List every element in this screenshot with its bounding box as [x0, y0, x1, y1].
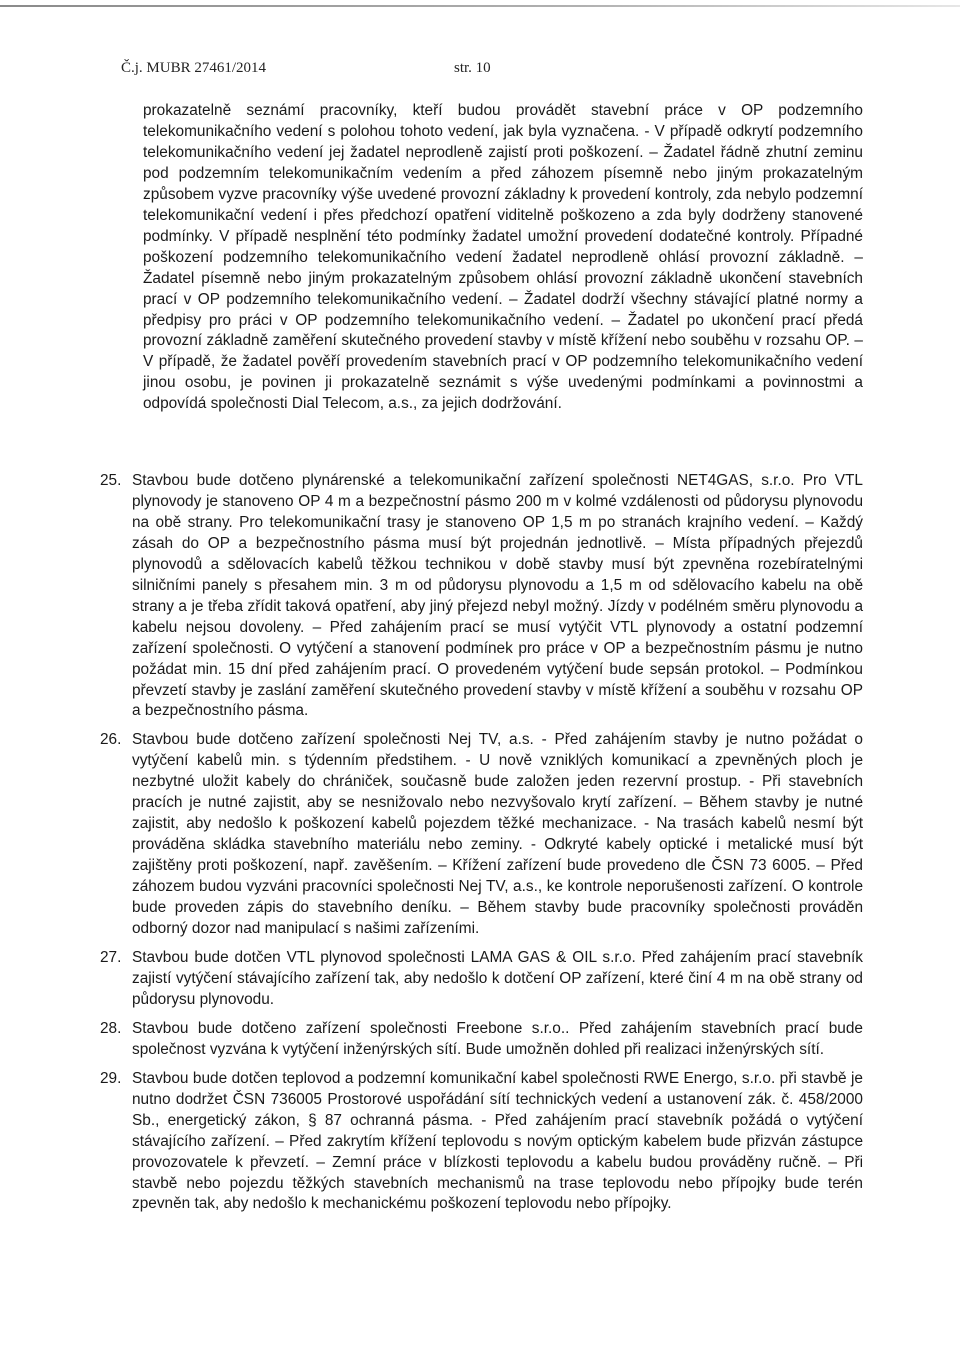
- item-text: Stavbou bude dotčeno zařízení společnosti Freebone s.r.o.. Před zahájením stavebních prací bude společnost vyzvána k vytýčení inženýrských sítí. Bude umožněn dohled při realizaci inženýrských sítí.: [132, 1019, 863, 1058]
- scan-top-rule: [0, 5, 960, 7]
- condition-item-25: [100, 471, 863, 722]
- condition-item-26: [100, 730, 863, 940]
- item-number: 29.: [100, 1069, 122, 1087]
- condition-item-28: [100, 1019, 863, 1061]
- page-number: str. 10: [454, 60, 491, 76]
- item-text: Stavbou bude dotčeno zařízení společnosti Nej TV, a.s. - Před zahájením stavby je nutno požádat o vytýčení kabelů min. s týdenním předstihem. - U nově vzniklých komunikací a zpevněných ploch je nezbytné uložit kabely do chrániček, současně bude založen jeden rezervní prostup. - Při stavebních pracích je nutné zajistit, aby se nesnižovalo nebo nezvyšovalo krytí zařízení. – Během stavby je nutné zajistit, aby nedošlo k poškození kabelů pojezdem těžké mechanizace. - Na trasách kabelů nesmí být prováděna skládka stavebního materiálu nebo zeminy. - Odkryté kabely optické i metalické musí být zajištěny proti poškození, např. zavěšením. – Křížení zařízení bude provedeno dle ČSN 73 6005. – Před záhozem budou vyzváni pracovníci společnosti Nej TV, a.s., ke kontrole neporušenosti zařízení. O kontrole bude proveden zápis do stavebního deníku. – Během stavby bude pracovníky společnosti prováděn odborný dozor nad manipulací s našimi zařízeními.: [132, 731, 863, 938]
- condition-item-29: [100, 1069, 863, 1216]
- item-number: 27.: [100, 948, 122, 966]
- item-number: 26.: [100, 731, 122, 749]
- item-text: Stavbou bude dotčeno plynárenské a telekomunikační zařízení společnosti NET4GAS, s.r.o. Pro VTL plynovody je stanoveno OP 4 m a bezpečnostní pásmo 200 m v kolmé vzdálenosti od půdorysu plynovodu na obě strany. Pro telekomunikační trasy je stanoveno OP 1,5 m po stranách krajního vedení. – Každý zásah do OP a bezpečnostního pásma musí být projednán jednotlivě. – Místa případných přejezdů plynovodů a sdělovacích kabelů těžkou technikou v době stavby musí být zpevněna rozebíratelnými silničními panely s přesahem min. 3 m od půdorysu plynovodu a 1,5 m od sdělovacího kabelu na obě strany a je třeba zřídit taková opatření, aby jiný přejezd nebyl možný. Jízdy v podélném směru plynovodu a kabelu nejsou dovoleny. – Před zahájením prací se musí vytýčit VTL plynovody a ostatní podzemní zařízení společnosti. O vytýčení a stanovení podmínek pro práce v OP a bezpečnostním pásmu je nutno požádat min. 15 dní před zahájením prací. O provedeném vytýčení bude sepsán protokol. – Podmínkou převzetí stavby je zaslání zaměření skutečného provedení stavby v místě křížení a souběhu v rozsahu OP a bezpečnostního pásma.: [132, 472, 863, 720]
- document-reference-number: Č.j. MUBR 27461/2014: [121, 60, 267, 76]
- condition-list: [100, 471, 863, 1215]
- continued-paragraph: prokazatelně seznámí pracovníky, kteří budou provádět stavební práce v OP podzemního telekomunikačního vedení s polohou tohoto vedení, jak byla vyznačena. - V případě odkrytí podzemního telekomunikačního vedení jej žadatel neprodleně zajistí proti poškození. – Žadatel řádně zhutní zeminu pod podzemním telekomunikačním vedením a před záhozem písemně nebo jiným prokazatelným způsobem vyzve pracovníky výše uvedené provozní základny k provedení kontroly, zda nebylo podzemní telekomunikační vedení i přes předchozí opatření viditelně poškozeno a zda byly dodrženy stanovené podmínky. V případě nesplnění této podmínky žadatel umožní provedení dodatečné kontroly. Případné poškození podzemního telekomunikačního vedení žadatel neprodleně ohlásí provozní základně. – Žadatel písemně nebo jiným prokazatelným způsobem ohlásí provozní základně ukončení stavebních prací v OP podzemního telekomunikačního vedení. – Žadatel dodrží všechny stávající platné normy a předpisy pro práci v OP podzemního telekomunikačního vedení. – Žadatel po ukončení prací předá provozní základně zaměření skutečného provedení stavby v místě křížení nebo souběhu v rozsahu OP. – V případě, že žadatel pověří provedením stavebních prací v OP podzemního telekomunikačního vedení jinou osobu, je povinen ji prokazatelně seznámit s výše uvedenými podmínkami a povinnostmi a odpovídá společnosti Dial Telecom, a.s., za jejich dodržování.: [143, 102, 863, 413]
- item-number: 28.: [100, 1019, 122, 1037]
- item-text: Stavbou bude dotčen VTL plynovod společnosti LAMA GAS & OIL s.r.o. Před zahájením prací stavebník zajistí vytýčení stávajícího zařízení tak, aby nedošlo k dotčení OP zařízení, které činí 4 m na obě strany od půdorysu plynovodu.: [132, 948, 863, 1008]
- condition-item-27: [100, 948, 863, 1011]
- item-number: 25.: [100, 472, 122, 489]
- item-text: Stavbou bude dotčen teplovod a podzemní komunikační kabel společnosti RWE Energo, s.r.o. při stavbě je nutno dodržet ČSN 736005 Prostorové uspořádání sítí technických vedení a ustanovení zák. č. 458/2000 Sb., energetický zákon, § 87 ochranná pásma. - Před zahájením prací stavebník požádá o vytýčení stávajícího zařízení. – Před zakrytím křížení teplovodu s novým optickým kabelem bude přizván zástupce provozovatele k převzetí. – Zemní práce v blízkosti teplovodu a kabelu budou prováděny ručně. – Při stavbě nebo pojezdu těžkých stavebních mechanismů na trase teplovodu nebo přípojky bude terén zpevněn tak, aby nedošlo k mechanickému poškození teplovodu nebo přípojky.: [132, 1069, 863, 1213]
